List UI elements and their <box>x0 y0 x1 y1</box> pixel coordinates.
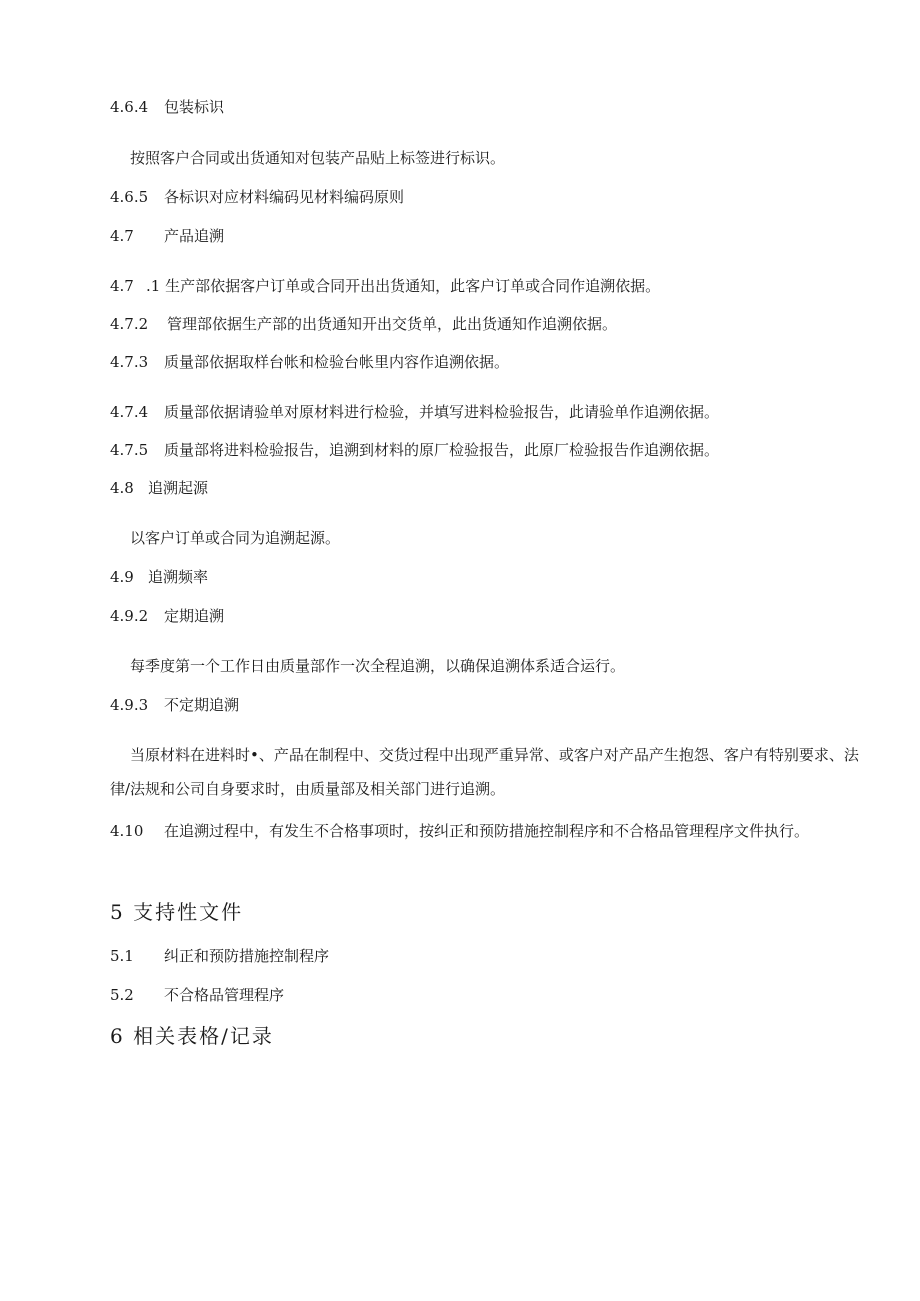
section-4-9-3 <box>110 695 239 715</box>
section-title: 各标识对应材料编码见材料编码原则 <box>164 188 405 206</box>
section-title: 定期追溯 <box>164 607 225 625</box>
section-number: 4.9 <box>110 568 134 586</box>
section-title: 不合格品管理程序 <box>164 986 285 1004</box>
section-title: 在追溯过程中，有发生不合格事项时，按纠正和预防措施控制程序和不合格品管理程序文件执行。 <box>164 822 810 840</box>
section-number: 4.7.2 <box>110 315 149 333</box>
section-4-6-5 <box>110 187 404 207</box>
section-title: 产品追溯 <box>164 227 225 245</box>
section-4-10 <box>110 814 870 848</box>
section-number: 5.1 <box>110 947 134 965</box>
section-number: 4.7 <box>110 277 134 295</box>
section-title: 追溯频率 <box>148 568 209 586</box>
section-4-9-2-body: 每季度第一个工作日由质量部作一次全程追溯，以确保追溯体系适合运行。 <box>130 657 626 675</box>
section-number: 4.8 <box>110 479 134 497</box>
section-4-9-3-body: 当原材料在进料时•、产品在制程中、交货过程中出现严重异常、或客户对产品产生抱怨、客户有特别要求、法律/法规和公司自身要求时，由质量部及相关部门进行追溯。 <box>110 746 859 798</box>
section-number: 4.7 <box>110 227 134 245</box>
section-4-7-5 <box>110 440 719 460</box>
section-number: 4.10 <box>110 822 144 840</box>
section-title: 纠正和预防措施控制程序 <box>164 947 330 965</box>
section-4-6-4-body: 按照客户合同或出货通知对包装产品贴上标签进行标识。 <box>130 149 506 167</box>
section-4-7-4 <box>110 402 719 422</box>
heading-section-5: 5 支持性文件 <box>110 900 244 924</box>
section-number: 4.7.3 <box>110 353 149 371</box>
section-title: 追溯起源 <box>148 479 209 497</box>
section-title: 质量部将进料检验报告，追溯到材料的原厂检验报告，此原厂检验报告作追溯依据。 <box>164 441 720 459</box>
section-4-8-body: 以客户订单或合同为追溯起源。 <box>130 529 341 547</box>
section-4-9-2 <box>110 606 224 626</box>
section-number: 4.7.4 <box>110 403 149 421</box>
section-title: 质量部依据取样台帐和检验台帐里内容作追溯依据。 <box>164 353 510 371</box>
section-4-7-2 <box>110 314 617 334</box>
section-5-1 <box>110 946 329 966</box>
section-title: 包装标识 <box>164 98 225 116</box>
section-4-8 <box>110 478 208 498</box>
section-title: 不定期追溯 <box>164 696 240 714</box>
section-number: 5.2 <box>110 986 134 1004</box>
section-4-7 <box>110 226 224 246</box>
section-4-7-3 <box>110 352 509 372</box>
section-4-7-1 <box>110 276 660 296</box>
section-4-9 <box>110 567 208 587</box>
section-number: 4.9.2 <box>110 607 149 625</box>
section-5-2 <box>110 985 284 1005</box>
section-4-6-4 <box>110 97 224 117</box>
heading-section-6: 6 相关表格/记录 <box>110 1024 274 1048</box>
section-title: .1 生产部依据客户订单或合同开出出货通知，此客户订单或合同作追溯依据。 <box>146 277 661 295</box>
section-title: 质量部依据请验单对原材料进行检验，并填写进料检验报告，此请验单作追溯依据。 <box>164 403 720 421</box>
section-number: 4.9.3 <box>110 696 149 714</box>
section-number: 4.6.4 <box>110 98 149 116</box>
section-number: 4.6.5 <box>110 188 149 206</box>
section-number: 4.7.5 <box>110 441 149 459</box>
section-title: 管理部依据生产部的出货通知开出交货单，此出货通知作追溯依据。 <box>167 315 618 333</box>
